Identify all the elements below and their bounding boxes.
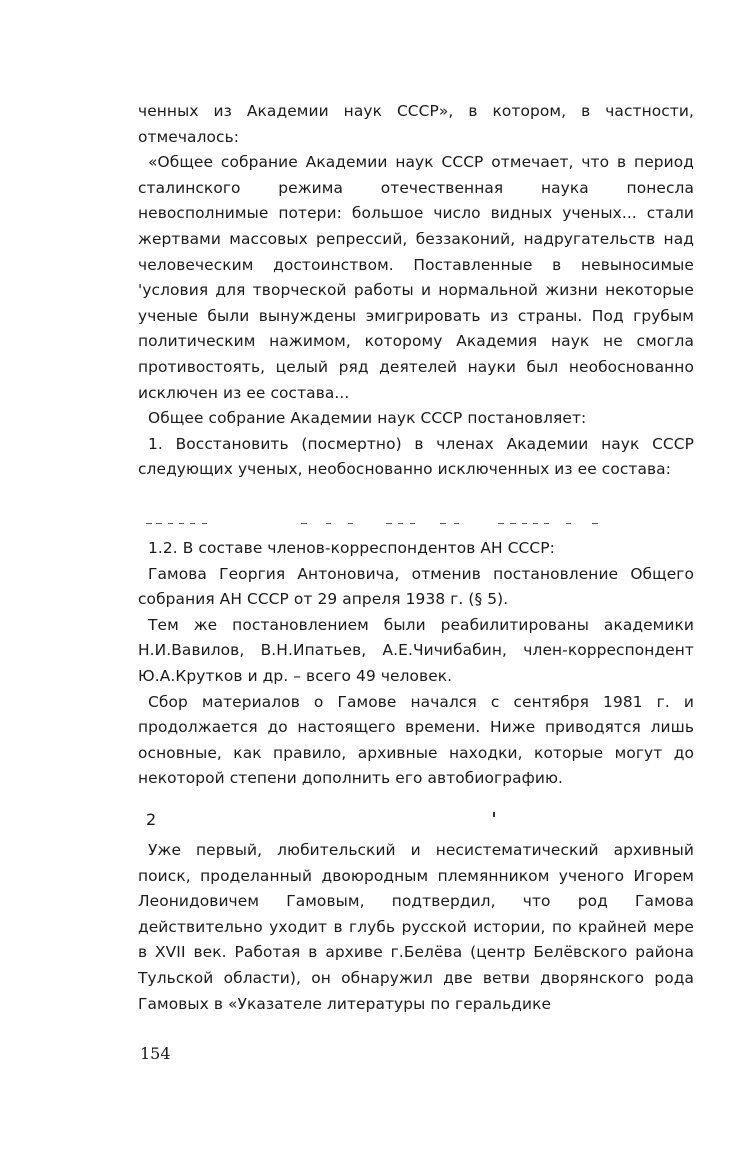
paragraph: Общее собрание Академии наук СССР постановляет: [148, 409, 587, 428]
paragraph: 1.2. В составе членов-корреспондентов АН СССР: [148, 539, 555, 557]
text-block-bottom [138, 838, 694, 1017]
paragraph: 1. Восстановить (посмертно) в членах Академии наук СССР следующих ученых, необоснованно исключенных из ее состава: [138, 434, 694, 479]
paragraph: Уже первый, любительский и несистематический архивный поиск, проделанный двоюродным племянником ученого Игорем Леонидовичем Гамовым, подтвердил, что род Гамова действительно уходит в глубь русской истории, по крайней мере в XVII век. Работая в архиве г.Белёва (центр Белёвского района Тульской области), он обнаружил две ветви дворянского рода Гамовых в «Указателе литературы по геральдике [138, 841, 694, 1013]
quote-paragraph: «Общее собрание Академии наук СССР отмечает, что в период сталинского режима отечественная наука понесла невосполнимые потери: большое число видных ученых... стали жертвами массовых репрессий, беззаконий, надругательств над человеческим достоинством. Поставленные в невыносимые 'условия для творческой работы и нормальной жизни некоторые ученые были вынуждены эмигрировать из страны. Под грубым политическим нажимом, которому Академия наук не смогла противостоять, целый ряд деятелей науки был необоснованно исключен из ее состава... [138, 153, 694, 402]
print-speck [493, 812, 495, 817]
paragraph: Тем же постановлением были реабилитированы академики Н.И.Вавилов, В.Н.Ипатьев, А.Е.Чичибабин, член-корреспондент Ю.А.Крутков и др. – всего 49 человек. [138, 615, 694, 685]
paragraph: Гамова Георгия Антоновича, отменив постановление Общего собрания АН СССР от 29 апреля 1938 г. (§ 5). [138, 564, 694, 609]
section-number: 2 [146, 810, 157, 829]
paragraph: Сбор материалов о Гамове начался с сентября 1981 г. и продолжается до настоящего времени. Ниже приводятся лишь основные, как правило, архивные находки, которые могут до некоторой степени дополнить его автобиографию. [138, 692, 694, 788]
page-number: 154 [140, 1044, 171, 1063]
text-block-top [138, 99, 694, 483]
omission-dashes [146, 517, 606, 527]
paragraph: ченных из Академии наук СССР», в котором, в частности, отмечалось: [138, 102, 694, 146]
text-block-middle [138, 536, 694, 792]
